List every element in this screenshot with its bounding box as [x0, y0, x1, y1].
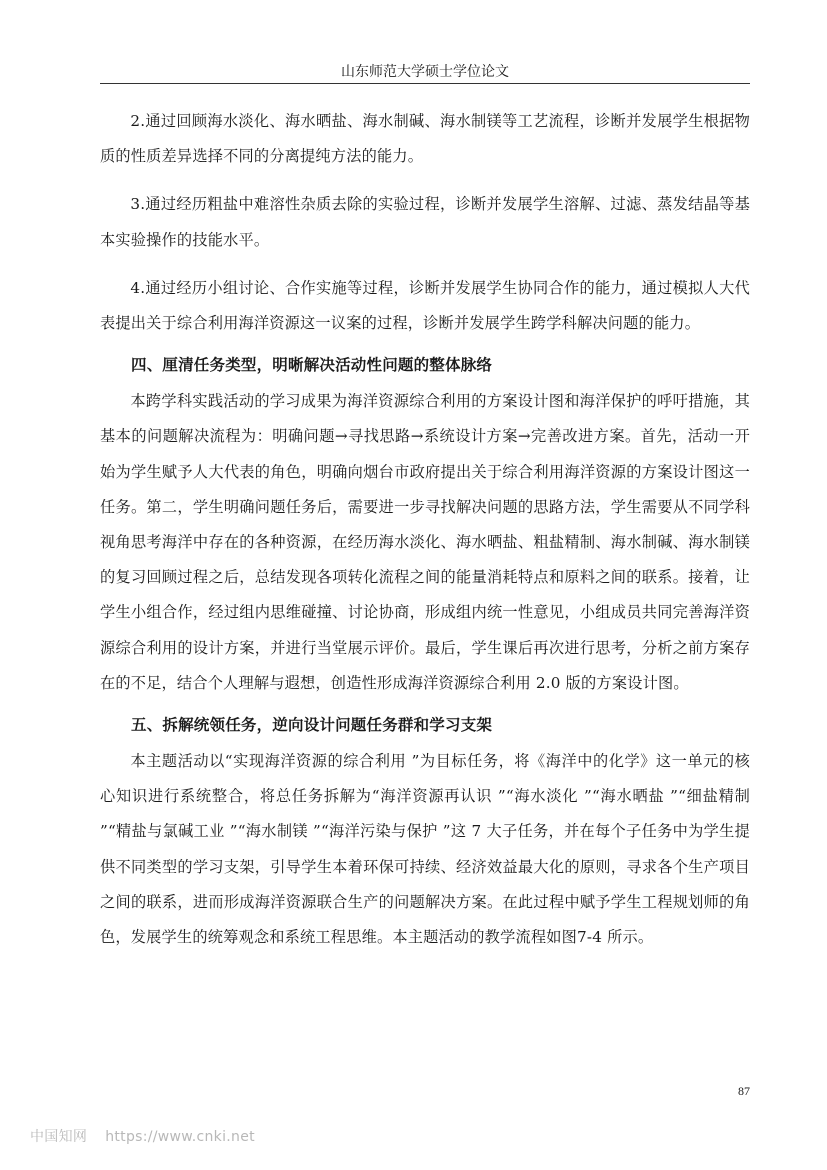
page-number: 87	[738, 1084, 750, 1098]
cnki-watermark	[30, 1128, 273, 1146]
running-header: 山东师范大学硕士学位论文	[341, 64, 509, 80]
section-heading-5: 五、拆解统领任务，逆向设计问题任务群和学习支架	[131, 715, 493, 735]
watermark-brand: 中国知网	[30, 1129, 88, 1145]
paragraph-objective-2: 2.通过回顾海水淡化、海水晒盐、海水制碱、海水制镁等工艺流程，诊断并发展学生根据物质的性质差异选择不同的分离提纯方法的能力。	[100, 112, 750, 166]
header-rule	[100, 83, 750, 84]
paragraph-objective-4: 4.通过经历小组讨论、合作实施等过程，诊断并发展学生协同合作的能力，通过模拟人大代表提出关于综合利用海洋资源这一议案的过程，诊断并发展学生跨学科解决问题的能力。	[100, 278, 750, 333]
section-heading-4: 四、厘清任务类型，明晰解决活动性问题的整体脉络	[131, 355, 493, 375]
paragraph-section-5: 本主题活动以“实现海洋资源的综合利用 ”为目标任务，将《海洋中的化学》这一单元的核心知识进行系统整合，将总任务拆解为“海洋资源再认识 ”“海水淡化 ”“海水晒盐 ”“细盐精制 ”“精盐与氯碱工业 ”“海水制镁 ”“海洋污染与保护 ”这 7 大子任务，并在每个子任务中为学生提供不同类型的学习支架，引导学生本着环保可持续、经济效益最大化的原则，寻求各个生产项目之间的联系，进而形成海洋资源联合生产的问题解决方案。在此过程中赋予学生工程规划师的角色，发展学生的统筹观念和系统工程思维。本主题活动的教学流程如图7-4 所示。	[100, 752, 750, 947]
paragraph-section-4: 本跨学科实践活动的学习成果为海洋资源综合利用的方案设计图和海洋保护的呼吁措施，其基本的问题解决流程为：明确问题→寻找思路→系统设计方案→完善改进方案。首先，活动一开始为学生赋予人大代表的角色，明确向烟台市政府提出关于综合利用海洋资源的方案设计图这一任务。第二，学生明确问题任务后，需要进一步寻找解决问题的思路方法，学生需要从不同学科视角思考海洋中存在的各种资源，在经历海水淡化、海水晒盐、粗盐精制、海水制碱、海水制镁的复习回顾过程之后，总结发现各项转化流程之间的能量消耗特点和原料之间的联系。接着，让学生小组合作，经过组内思维碰撞、讨论协商，形成组内统一性意见，小组成员共同完善海洋资源综合利用的设计方案，并进行当堂展示评价。最后，学生课后再次进行思考，分析之前方案存在的不足，结合个人理解与遐想，创造性形成海洋资源综合利用 2.0 版的方案设计图。	[100, 392, 750, 692]
main-content	[100, 104, 750, 955]
watermark-url: https://www.cnki.net	[105, 1129, 255, 1145]
paragraph-objective-3: 3.通过经历粗盐中难溶性杂质去除的实验过程，诊断并发展学生溶解、过滤、蒸发结晶等基本实验操作的技能水平。	[100, 195, 750, 249]
